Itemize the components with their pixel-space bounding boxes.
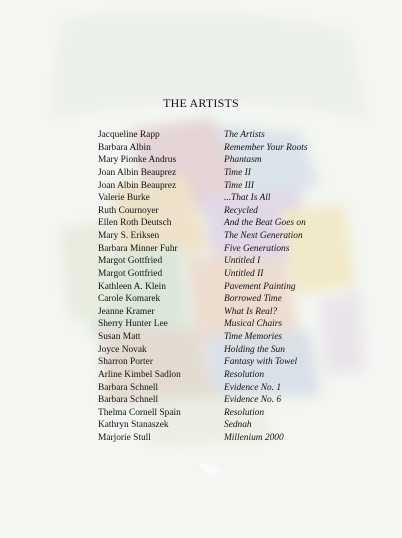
artwork-title: Untitled I	[224, 256, 261, 267]
artist-name: Barbara Minner Fuhr	[98, 243, 178, 254]
artist-name: Sherry Hunter Lee	[98, 319, 168, 330]
list-item	[98, 230, 328, 243]
list-item	[98, 407, 328, 420]
artwork-title: Remember Your Roots	[224, 142, 308, 153]
artist-name: Barbara Albin	[98, 142, 151, 153]
artist-name: Mary S. Eriksen	[98, 231, 160, 241]
artist-name: Ellen Roth Deutsch	[98, 218, 172, 229]
list-item	[98, 306, 328, 319]
list-item	[98, 432, 328, 445]
artist-name: Joan Albin Beauprez	[98, 167, 177, 178]
list-item	[98, 268, 328, 281]
artist-name: Jacqueline Rapp	[98, 130, 160, 140]
artwork-title: Recycled	[224, 205, 258, 216]
list-item	[98, 293, 328, 306]
artwork-title: And the Beat Goes on	[224, 218, 306, 229]
list-item	[98, 344, 328, 357]
list-item	[98, 331, 328, 344]
artwork-title: Phantasm	[224, 155, 262, 166]
list-item	[98, 394, 328, 407]
list-item	[98, 142, 328, 155]
artwork-title: Holding the Sun	[224, 344, 285, 355]
artwork-title: Sednah	[224, 420, 252, 431]
list-item	[98, 205, 328, 218]
artist-name: Arline Kimbel Sadlon	[98, 369, 181, 380]
artist-name: Jeanne Kramer	[98, 306, 155, 317]
artwork-title: Time II	[224, 167, 251, 178]
list-item	[98, 318, 328, 331]
artist-name: Kathleen A. Klein	[98, 281, 166, 292]
page-title: THE ARTISTS	[163, 96, 239, 110]
list-item	[98, 243, 328, 256]
artwork-title: The Artists	[224, 130, 265, 140]
artist-name: Susan Matt	[98, 332, 141, 342]
artist-name: Joyce Novak	[98, 344, 147, 355]
artwork-title: ...That Is All	[224, 193, 271, 204]
list-item	[98, 255, 328, 268]
artwork-title: Musical Chairs	[224, 319, 283, 330]
list-item	[98, 217, 328, 230]
artwork-title: Millenium 2000	[224, 433, 284, 443]
artist-name: Valerie Burke	[98, 193, 150, 204]
list-item	[98, 167, 328, 180]
artwork-title: What Is Real?	[224, 306, 278, 317]
list-item	[98, 382, 328, 395]
artist-name: Marjorie Stull	[98, 433, 151, 443]
artist-name: Margot Gottfried	[98, 256, 163, 267]
artist-name: Thelma Cornell Spain	[98, 407, 181, 418]
artwork-title: Time Memories	[224, 332, 283, 342]
artwork-title: Resolution	[224, 369, 265, 380]
artist-name: Joan Albin Beauprez	[98, 180, 177, 191]
artist-name: Ruth Cournoyer	[98, 205, 159, 216]
artwork-title: Resolution	[224, 407, 265, 418]
artist-name: Barbara Schnell	[98, 382, 159, 393]
artwork-title: Evidence No. 1	[224, 382, 282, 393]
artwork-title: Pavement Painting	[224, 281, 296, 292]
artwork-title: Five Generations	[224, 243, 290, 254]
artwork-title: The Next Generation	[224, 231, 303, 241]
artwork-title: Evidence No. 6	[224, 395, 282, 406]
list-item	[98, 154, 328, 167]
artwork-title: Borrowed Time	[224, 294, 282, 305]
list-item	[98, 129, 328, 142]
artwork-title: Fantasy with Towel	[224, 357, 298, 368]
artwork-title: Time III	[224, 180, 254, 191]
list-item	[98, 192, 328, 205]
list-item	[98, 369, 328, 382]
list-item	[98, 180, 328, 193]
list-item	[98, 419, 328, 432]
artwork-title: Untitled II	[224, 268, 264, 279]
artist-name: Sharron Porter	[98, 357, 153, 368]
artist-name: Margot Gottfried	[98, 268, 163, 279]
list-item	[98, 281, 328, 294]
artist-list	[98, 129, 328, 445]
list-item	[98, 356, 328, 369]
artist-name: Barbara Schnell	[98, 395, 159, 406]
artist-name: Kathryn Stanaszek	[98, 420, 169, 431]
artist-name: Mary Pionke Andrus	[98, 155, 177, 166]
artist-name: Carole Komarek	[98, 294, 161, 305]
